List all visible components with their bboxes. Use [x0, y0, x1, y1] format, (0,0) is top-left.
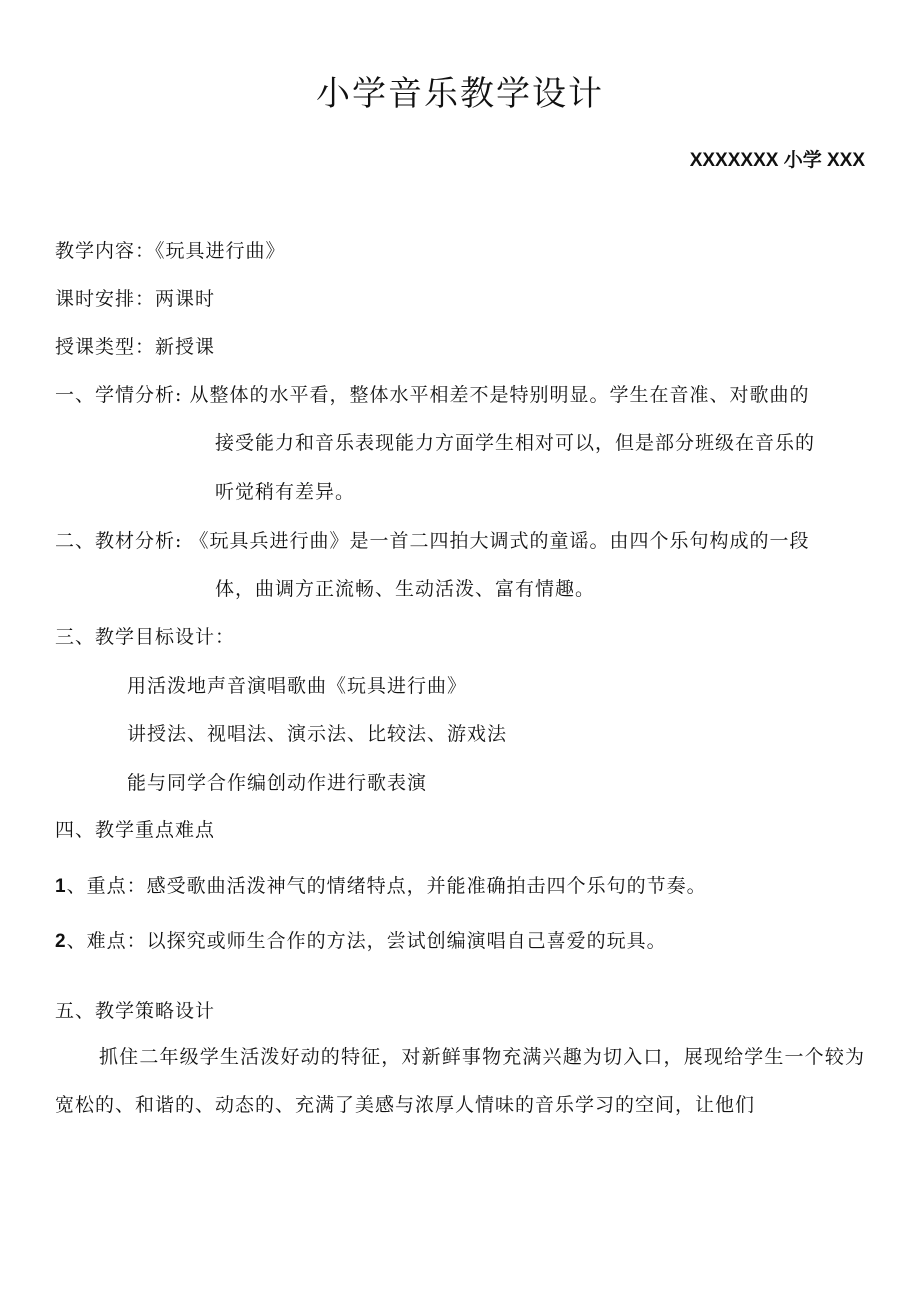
section2-line1: 二、教材分析: 《玩具兵进行曲》是一首二四拍大调式的童谣。由四个乐句构成的一段 [55, 530, 810, 552]
difficult-point [55, 926, 667, 957]
document-title: 小学音乐教学设计 [316, 74, 604, 114]
section4-heading: 四、教学重点难点 [55, 819, 216, 841]
objective-item: 讲授法、视唱法、演示法、比较法、游戏法 [127, 723, 508, 745]
section2-line2: 体，曲调方正流畅、生动活泼、富有情趣。 [215, 578, 596, 600]
section1-line1: 一、学情分析: 从整体的水平看，整体水平相差不是特别明显。学生在音准、对歌曲的 [55, 384, 810, 406]
section1-line3: 听觉稍有差异。 [215, 481, 356, 503]
section1-line2: 接受能力和音乐表现能力方面学生相对可以，但是部分班级在音乐的 [215, 432, 816, 454]
author-line: XXXXXXX 小学 XXX [689, 150, 865, 171]
difficult-point-text: 、难点：以探究或师生合作的方法，尝试创编演唱自己喜爱的玩具。 [66, 930, 667, 952]
key-point-text: 、重点：感受歌曲活泼神气的情绪特点，并能准确拍击四个乐句的节奏。 [66, 875, 707, 897]
lesson-type: 授课类型：新授课 [55, 336, 216, 358]
section3-heading: 三、教学目标设计： [55, 626, 236, 648]
strategy-paragraph: 抓住二年级学生活泼好动的特征，对新鲜事物充满兴趣为切入口，展现给学生一个较为宽松的、和谐的、动态的、充满了美感与浓厚人情味的音乐学习的空间，让他们 [55, 1046, 865, 1116]
key-point-number: 1 [55, 876, 67, 897]
teaching-content: 教学内容：《玩具进行曲》 [55, 240, 286, 262]
section5-heading: 五、教学策略设计 [55, 1000, 216, 1022]
class-schedule: 课时安排：两课时 [55, 288, 216, 310]
difficult-point-number: 2 [55, 931, 67, 952]
key-point [55, 871, 707, 902]
objective-item: 用活泼地声音演唱歌曲《玩具进行曲》 [127, 675, 468, 697]
objective-item: 能与同学合作编创动作进行歌表演 [127, 772, 428, 794]
